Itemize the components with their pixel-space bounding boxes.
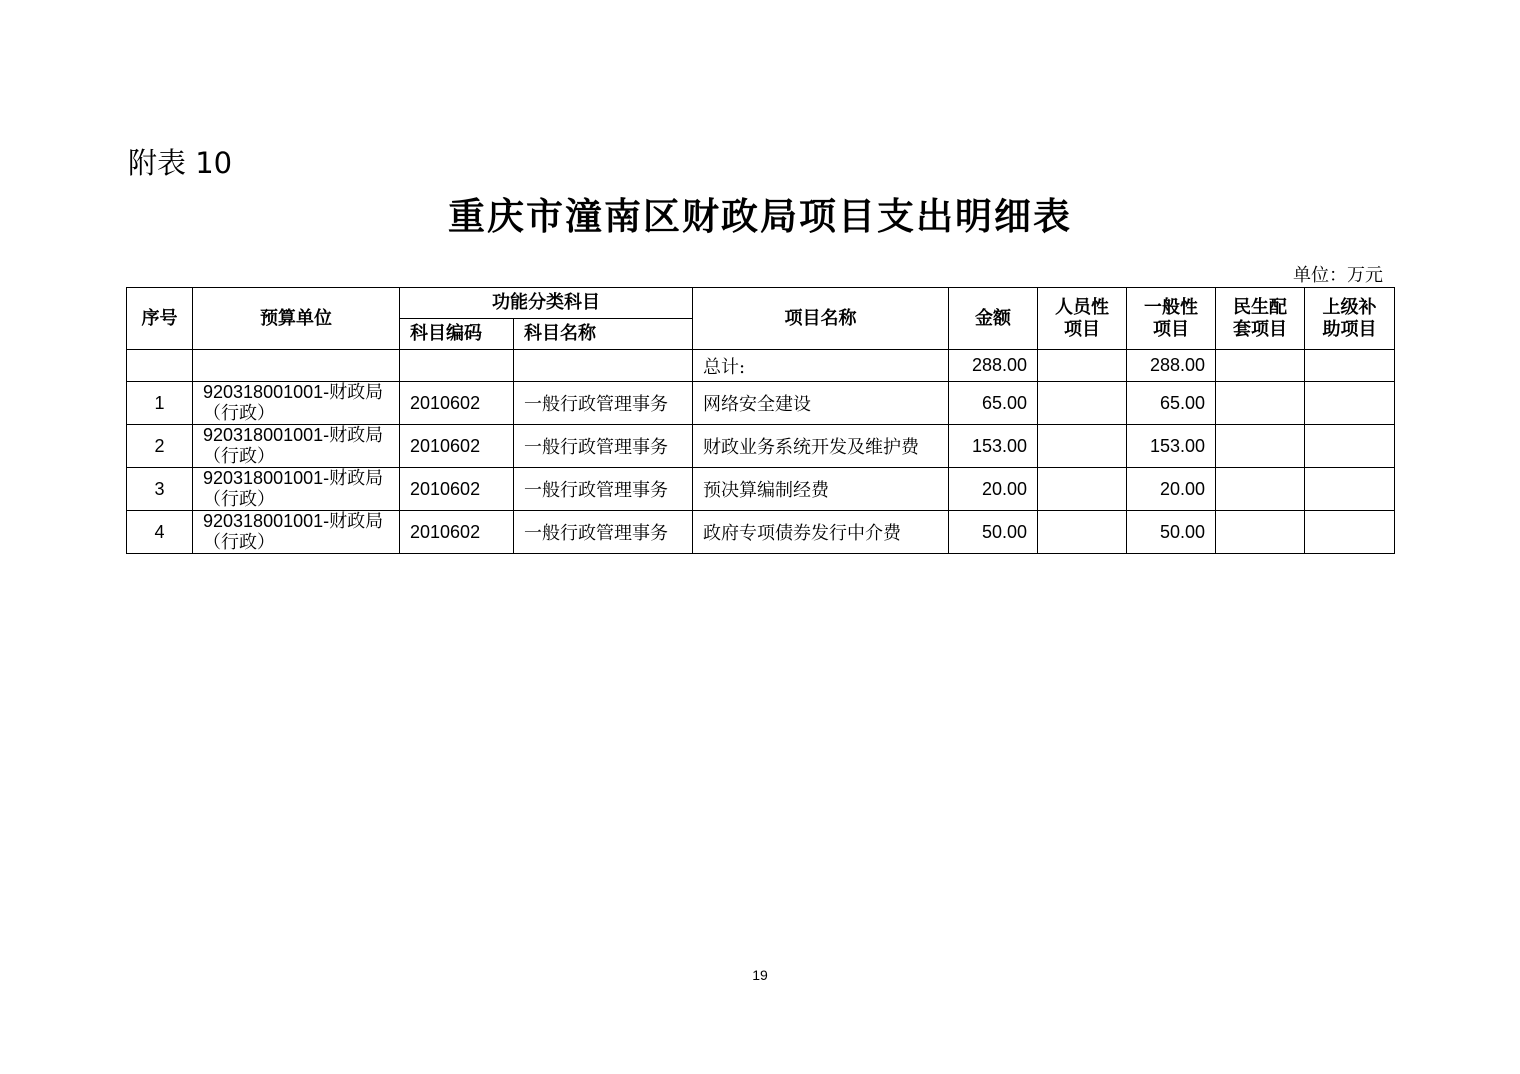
header-livelihood-line2: 套项目 [1233, 318, 1287, 340]
page-title: 重庆市潼南区财政局项目支出明细表 [448, 195, 1072, 238]
row-project-name: 网络安全建设 [693, 382, 949, 425]
header-row [127, 288, 1395, 319]
row-subject-name: 一般行政管理事务 [514, 511, 693, 554]
header-livelihood [1216, 288, 1305, 350]
row-amount: 20.00 [949, 468, 1038, 511]
row-personnel [1038, 468, 1127, 511]
total-general: 288.00 [1127, 350, 1216, 382]
total-unit [193, 350, 400, 382]
total-subsidy [1305, 350, 1395, 382]
row-subject-name: 一般行政管理事务 [514, 425, 693, 468]
row-project-name: 政府专项债券发行中介费 [693, 511, 949, 554]
row-livelihood [1216, 468, 1305, 511]
total-label: 总计: [693, 350, 949, 382]
total-subject-name [514, 350, 693, 382]
row-budget-unit-code: 920318001001-财政局 [203, 511, 384, 531]
header-function-category: 功能分类科目 [400, 288, 693, 319]
row-subject-code: 2010602 [400, 468, 514, 511]
row-budget-unit [193, 425, 400, 468]
header-budget-unit: 预算单位 [193, 288, 400, 350]
header-amount: 金额 [949, 288, 1038, 350]
total-index [127, 350, 193, 382]
row-livelihood [1216, 511, 1305, 554]
table-row [127, 511, 1395, 554]
total-subject-code [400, 350, 514, 382]
row-index: 2 [127, 425, 193, 468]
attachment-label: 附表 10 [128, 146, 233, 180]
page-number: 19 [752, 967, 768, 983]
row-project-name: 财政业务系统开发及维护费 [693, 425, 949, 468]
row-index: 3 [127, 468, 193, 511]
row-budget-unit-code: 920318001001-财政局 [203, 468, 384, 488]
header-subsidy [1305, 288, 1395, 350]
row-budget-unit [193, 382, 400, 425]
row-general: 65.00 [1127, 382, 1216, 425]
total-livelihood [1216, 350, 1305, 382]
header-subject-code: 科目编码 [400, 319, 514, 350]
row-subject-code: 2010602 [400, 382, 514, 425]
row-index: 1 [127, 382, 193, 425]
header-livelihood-line1: 民生配 [1233, 296, 1287, 318]
header-personnel [1038, 288, 1127, 350]
header-index: 序号 [127, 288, 193, 350]
row-subject-code: 2010602 [400, 511, 514, 554]
table-row [127, 468, 1395, 511]
row-project-name: 预决算编制经费 [693, 468, 949, 511]
total-personnel [1038, 350, 1127, 382]
row-subsidy [1305, 425, 1395, 468]
row-general: 20.00 [1127, 468, 1216, 511]
row-budget-unit-type: （行政） [203, 532, 275, 553]
header-general-line2: 项目 [1153, 318, 1189, 340]
row-budget-unit-type: （行政） [203, 403, 275, 424]
row-general: 153.00 [1127, 425, 1216, 468]
header-project-name: 项目名称 [693, 288, 949, 350]
row-personnel [1038, 511, 1127, 554]
row-amount: 153.00 [949, 425, 1038, 468]
row-personnel [1038, 425, 1127, 468]
row-subject-name: 一般行政管理事务 [514, 382, 693, 425]
header-subject-name: 科目名称 [514, 319, 693, 350]
row-subject-name: 一般行政管理事务 [514, 468, 693, 511]
table-row [127, 425, 1395, 468]
row-livelihood [1216, 425, 1305, 468]
row-budget-unit-code: 920318001001-财政局 [203, 425, 384, 445]
table-row [127, 382, 1395, 425]
header-personnel-line1: 人员性 [1055, 296, 1109, 318]
unit-label: 单位：万元 [1293, 265, 1383, 286]
row-index: 4 [127, 511, 193, 554]
row-livelihood [1216, 382, 1305, 425]
row-amount: 65.00 [949, 382, 1038, 425]
header-general-line1: 一般性 [1144, 296, 1198, 318]
row-budget-unit-code: 920318001001-财政局 [203, 382, 384, 402]
row-personnel [1038, 382, 1127, 425]
header-subsidy-line2: 助项目 [1322, 318, 1377, 340]
row-subsidy [1305, 511, 1395, 554]
row-general: 50.00 [1127, 511, 1216, 554]
row-subject-code: 2010602 [400, 425, 514, 468]
header-general [1127, 288, 1216, 350]
total-row [127, 350, 1395, 382]
row-amount: 50.00 [949, 511, 1038, 554]
header-subsidy-line1: 上级补 [1322, 296, 1377, 318]
row-subsidy [1305, 468, 1395, 511]
row-budget-unit [193, 511, 400, 554]
project-expenditure-table [126, 287, 1395, 554]
row-budget-unit [193, 468, 400, 511]
header-personnel-line2: 项目 [1064, 318, 1100, 340]
row-budget-unit-type: （行政） [203, 489, 275, 510]
total-amount: 288.00 [949, 350, 1038, 382]
row-subsidy [1305, 382, 1395, 425]
row-budget-unit-type: （行政） [203, 446, 275, 467]
